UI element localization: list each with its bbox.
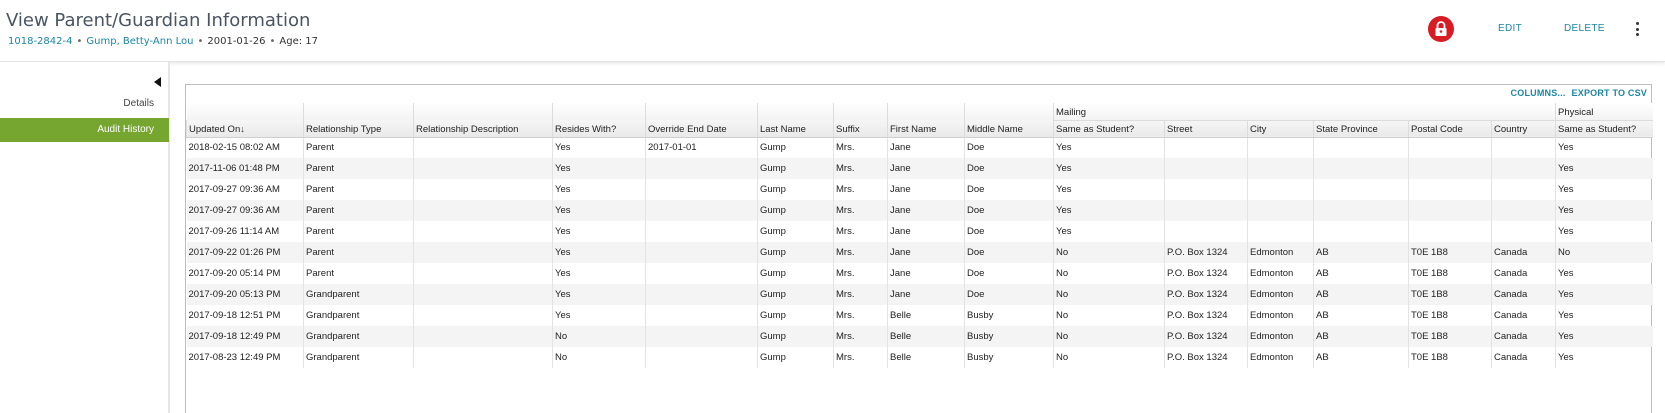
more-options-icon[interactable] xyxy=(1632,20,1642,38)
cell-physical-same-as-student: Yes xyxy=(1556,200,1653,221)
column-header-label: State Province xyxy=(1316,123,1378,135)
cell-country: Canada xyxy=(1492,305,1556,326)
lock-icon xyxy=(1434,21,1448,37)
cell-street xyxy=(1165,179,1248,200)
cell-last-name: Gump xyxy=(758,305,834,326)
cell-resides-with: Yes xyxy=(553,305,646,326)
separator-dot: • xyxy=(197,36,204,47)
table-row[interactable] xyxy=(187,179,1653,200)
cell-middle-name: Busby xyxy=(965,326,1054,347)
cell-relationship-type: Grandparent xyxy=(304,326,414,347)
student-age: Age: 17 xyxy=(279,36,319,47)
cell-city: Edmonton xyxy=(1248,242,1314,263)
cell-resides-with: Yes xyxy=(553,200,646,221)
cell-country xyxy=(1492,179,1556,200)
cell-city xyxy=(1248,221,1314,242)
cell-first-name: Belle xyxy=(888,347,965,368)
cell-relationship-description xyxy=(414,284,553,305)
cell-mailing-same-as-student: Yes xyxy=(1054,200,1165,221)
cell-suffix: Mrs. xyxy=(834,242,888,263)
cell-relationship-description xyxy=(414,179,553,200)
cell-first-name: Jane xyxy=(888,137,965,158)
cell-country xyxy=(1492,200,1556,221)
cell-updated-on: 2017-09-22 01:26 PM xyxy=(187,242,304,263)
cell-street: P.O. Box 1324 xyxy=(1165,263,1248,284)
cell-postal-code: T0E 1B8 xyxy=(1409,305,1492,326)
table-row[interactable] xyxy=(187,326,1653,347)
table-row[interactable] xyxy=(187,200,1653,221)
cell-country: Canada xyxy=(1492,284,1556,305)
cell-postal-code: T0E 1B8 xyxy=(1409,347,1492,368)
table-row[interactable] xyxy=(187,158,1653,179)
cell-override-end-date xyxy=(646,200,758,221)
sidebar-item-audit-history[interactable]: Audit History xyxy=(0,118,169,142)
column-header-label: Street xyxy=(1167,123,1193,135)
cell-state-province xyxy=(1314,221,1409,242)
cell-city: Edmonton xyxy=(1248,284,1314,305)
cell-state-province: AB xyxy=(1314,242,1409,263)
cell-city: Edmonton xyxy=(1248,263,1314,284)
cell-street: P.O. Box 1324 xyxy=(1165,284,1248,305)
cell-resides-with: Yes xyxy=(553,158,646,179)
column-header-label: First Name xyxy=(890,123,937,135)
cell-resides-with: No xyxy=(553,326,646,347)
column-header-suffix[interactable] xyxy=(834,120,888,137)
cell-country: Canada xyxy=(1492,326,1556,347)
cell-suffix: Mrs. xyxy=(834,179,888,200)
student-id-link[interactable]: 1018-2842-4 xyxy=(8,36,73,47)
cell-relationship-type: Grandparent xyxy=(304,347,414,368)
cell-updated-on: 2017-09-18 12:51 PM xyxy=(188,310,281,321)
cell-updated-on: 2017-08-23 12:49 PM xyxy=(188,352,281,363)
cell-last-name: Gump xyxy=(758,179,834,200)
sidebar-item-details[interactable]: Details xyxy=(123,98,154,109)
cell-first-name: Belle xyxy=(888,305,965,326)
cell-mailing-same-as-student: Yes xyxy=(1054,137,1165,158)
cell-mailing-same-as-student: No xyxy=(1054,284,1165,305)
column-header-relationship-description[interactable] xyxy=(414,120,553,137)
cell-relationship-description xyxy=(414,326,553,347)
cell-state-province: AB xyxy=(1314,347,1409,368)
group-header-physical: Physical xyxy=(1556,103,1653,120)
cell-middle-name: Doe xyxy=(965,242,1054,263)
cell-mailing-same-as-student: No xyxy=(1054,326,1165,347)
cell-override-end-date xyxy=(646,326,758,347)
cell-state-province: AB xyxy=(1314,305,1409,326)
cell-relationship-description xyxy=(414,200,553,221)
lock-button[interactable] xyxy=(1428,16,1454,42)
cell-street xyxy=(1165,137,1248,158)
separator-dot: • xyxy=(269,36,276,47)
cell-mailing-same-as-student: Yes xyxy=(1054,221,1165,242)
cell-middle-name: Busby xyxy=(965,305,1054,326)
cell-physical-same-as-student: Yes xyxy=(1556,305,1653,326)
cell-first-name: Belle xyxy=(888,326,965,347)
cell-postal-code xyxy=(1409,221,1492,242)
column-header-relationship-type[interactable] xyxy=(304,120,414,137)
cell-country xyxy=(1492,137,1556,158)
table-body xyxy=(187,137,1653,368)
cell-override-end-date xyxy=(646,221,758,242)
column-header-label: Relationship Type xyxy=(306,123,382,135)
column-header-street[interactable] xyxy=(1165,120,1248,137)
cell-last-name: Gump xyxy=(758,284,834,305)
column-header-physical-same-as-student[interactable] xyxy=(1556,120,1653,137)
cell-override-end-date xyxy=(646,347,758,368)
cell-relationship-description xyxy=(414,305,553,326)
column-header-row xyxy=(187,120,1653,137)
cell-relationship-type: Parent xyxy=(304,242,414,263)
cell-postal-code xyxy=(1409,200,1492,221)
cell-postal-code xyxy=(1409,179,1492,200)
cell-state-province xyxy=(1314,158,1409,179)
cell-suffix: Mrs. xyxy=(834,221,888,242)
cell-updated-on: 2017-09-20 05:14 PM xyxy=(188,268,281,279)
cell-first-name: Jane xyxy=(888,284,965,305)
cell-mailing-same-as-student: No xyxy=(1054,305,1165,326)
cell-physical-same-as-student: Yes xyxy=(1556,284,1653,305)
separator-dot: • xyxy=(76,36,83,47)
cell-city xyxy=(1248,200,1314,221)
cell-state-province xyxy=(1314,137,1409,158)
cell-override-end-date xyxy=(646,305,758,326)
cell-relationship-type: Grandparent xyxy=(304,305,414,326)
cell-state-province xyxy=(1314,179,1409,200)
cell-state-province: AB xyxy=(1314,284,1409,305)
cell-relationship-description xyxy=(414,221,553,242)
cell-override-end-date: 2017-01-01 xyxy=(646,137,758,158)
cell-relationship-description xyxy=(414,158,553,179)
cell-updated-on: 2017-09-27 09:36 AM xyxy=(188,184,280,195)
student-summary xyxy=(8,36,318,47)
table-row[interactable] xyxy=(187,221,1653,242)
cell-street xyxy=(1165,158,1248,179)
column-header-label: Same as Student? xyxy=(1558,123,1637,135)
cell-updated-on: 2018-02-15 08:02 AM xyxy=(188,142,280,154)
cell-last-name: Gump xyxy=(758,242,834,263)
cell-postal-code: T0E 1B8 xyxy=(1409,263,1492,284)
cell-street xyxy=(1165,221,1248,242)
cell-middle-name: Doe xyxy=(965,263,1054,284)
column-header-label: Updated On xyxy=(189,123,241,135)
cell-city xyxy=(1248,158,1314,179)
cell-override-end-date xyxy=(646,284,758,305)
sidebar xyxy=(0,62,170,413)
cell-first-name: Jane xyxy=(888,179,965,200)
cell-mailing-same-as-student: No xyxy=(1054,242,1165,263)
cell-physical-same-as-student: Yes xyxy=(1556,326,1653,347)
cell-last-name: Gump xyxy=(758,347,834,368)
cell-middle-name: Busby xyxy=(965,347,1054,368)
cell-physical-same-as-student: Yes xyxy=(1556,347,1653,368)
cell-resides-with: Yes xyxy=(553,263,646,284)
cell-suffix: Mrs. xyxy=(834,284,888,305)
column-header-country[interactable] xyxy=(1492,120,1556,137)
table-row[interactable] xyxy=(187,242,1653,263)
column-header-postal-code[interactable] xyxy=(1409,120,1492,137)
cell-relationship-type: Grandparent xyxy=(304,284,414,305)
cell-updated-on: 2017-09-26 11:14 AM xyxy=(188,226,280,237)
column-header-override-end-date[interactable] xyxy=(646,120,758,137)
export-csv-button[interactable]: EXPORT TO CSV xyxy=(1571,88,1647,98)
cell-physical-same-as-student: Yes xyxy=(1556,179,1653,200)
cell-override-end-date xyxy=(646,242,758,263)
cell-mailing-same-as-student: No xyxy=(1054,347,1165,368)
cell-override-end-date xyxy=(646,158,758,179)
column-header-resides-with[interactable] xyxy=(553,120,646,137)
page-header xyxy=(0,0,1665,62)
cell-city xyxy=(1248,179,1314,200)
cell-suffix: Mrs. xyxy=(834,305,888,326)
table-row[interactable] xyxy=(187,347,1653,368)
cell-resides-with: No xyxy=(553,347,646,368)
delete-button[interactable]: DELETE xyxy=(1564,23,1605,34)
cell-street xyxy=(1165,200,1248,221)
cell-postal-code xyxy=(1409,137,1492,158)
table-row[interactable] xyxy=(187,305,1653,326)
column-header-last-name[interactable] xyxy=(758,120,834,137)
audit-history-panel xyxy=(185,84,1652,413)
cell-state-province: AB xyxy=(1314,326,1409,347)
cell-override-end-date xyxy=(646,179,758,200)
column-header-label: Relationship Description xyxy=(416,123,519,135)
columns-button[interactable]: COLUMNS... xyxy=(1510,88,1566,98)
cell-suffix: Mrs. xyxy=(834,263,888,284)
group-header-mailing: Mailing xyxy=(1054,103,1556,120)
column-header-first-name[interactable] xyxy=(888,120,965,137)
table-row[interactable] xyxy=(187,137,1653,158)
cell-updated-on: 2017-09-18 12:49 PM xyxy=(187,326,304,347)
collapse-sidebar-icon[interactable] xyxy=(154,77,161,87)
table-row[interactable] xyxy=(187,284,1653,305)
sort-descending-icon: ↓ xyxy=(240,123,245,134)
cell-middle-name: Doe xyxy=(965,137,1054,158)
cell-middle-name: Doe xyxy=(965,200,1054,221)
audit-history-table xyxy=(186,103,1653,368)
column-header-label: Suffix xyxy=(836,123,860,135)
cell-updated-on: 2017-09-20 05:13 PM xyxy=(187,284,304,305)
grid-toolbar xyxy=(1505,88,1647,98)
cell-physical-same-as-student: Yes xyxy=(1556,221,1653,242)
cell-suffix: Mrs. xyxy=(834,137,888,158)
cell-updated-on: 2017-11-06 01:48 PM xyxy=(187,158,304,179)
cell-country: Canada xyxy=(1492,263,1556,284)
column-header-label: Country xyxy=(1494,123,1528,135)
cell-suffix: Mrs. xyxy=(834,347,888,368)
cell-city: Edmonton xyxy=(1248,347,1314,368)
cell-mailing-same-as-student: Yes xyxy=(1054,158,1165,179)
cell-physical-same-as-student: No xyxy=(1556,242,1653,263)
cell-state-province xyxy=(1314,200,1409,221)
cell-last-name: Gump xyxy=(758,158,834,179)
cell-suffix: Mrs. xyxy=(834,326,888,347)
cell-last-name: Gump xyxy=(758,263,834,284)
column-header-label: Resides With? xyxy=(555,123,617,135)
column-header-label: Same as Student? xyxy=(1056,123,1135,135)
cell-country: Canada xyxy=(1492,347,1556,368)
cell-middle-name: Doe xyxy=(965,158,1054,179)
edit-button[interactable]: EDIT xyxy=(1498,23,1522,34)
cell-country: Canada xyxy=(1492,242,1556,263)
cell-last-name: Gump xyxy=(758,326,834,347)
cell-resides-with: Yes xyxy=(553,221,646,242)
cell-relationship-description xyxy=(414,347,553,368)
cell-resides-with: Yes xyxy=(553,137,646,158)
column-header-label: Last Name xyxy=(760,123,806,135)
cell-resides-with: Yes xyxy=(553,284,646,305)
column-header-updated-on[interactable] xyxy=(187,120,304,137)
student-dob: 2001-01-26 xyxy=(207,36,266,47)
cell-suffix: Mrs. xyxy=(834,200,888,221)
cell-mailing-same-as-student: No xyxy=(1054,263,1165,284)
cell-city: Edmonton xyxy=(1248,305,1314,326)
cell-middle-name: Doe xyxy=(965,179,1054,200)
group-header-row xyxy=(187,103,1653,120)
column-header-middle-name[interactable] xyxy=(965,120,1054,137)
page-title: View Parent/Guardian Information xyxy=(6,10,311,31)
cell-last-name: Gump xyxy=(758,200,834,221)
cell-postal-code: T0E 1B8 xyxy=(1409,326,1492,347)
cell-relationship-type: Parent xyxy=(304,179,414,200)
column-header-label: City xyxy=(1250,123,1267,135)
cell-first-name: Jane xyxy=(888,200,965,221)
cell-relationship-type: Parent xyxy=(304,263,414,284)
cell-country xyxy=(1492,158,1556,179)
cell-street: P.O. Box 1324 xyxy=(1165,242,1248,263)
cell-street: P.O. Box 1324 xyxy=(1165,326,1248,347)
column-header-label: Postal Code xyxy=(1411,123,1463,135)
cell-first-name: Jane xyxy=(888,263,965,284)
column-header-label: Middle Name xyxy=(967,123,1023,135)
column-header-mailing-same-as-student[interactable] xyxy=(1054,120,1165,137)
cell-relationship-type: Parent xyxy=(304,137,414,158)
cell-suffix: Mrs. xyxy=(834,158,888,179)
cell-first-name: Jane xyxy=(888,242,965,263)
column-header-label: Override End Date xyxy=(648,123,727,135)
student-name-link[interactable]: Gump, Betty-Ann Lou xyxy=(86,36,194,47)
cell-postal-code: T0E 1B8 xyxy=(1409,242,1492,263)
cell-resides-with: Yes xyxy=(553,242,646,263)
cell-postal-code xyxy=(1409,158,1492,179)
cell-country xyxy=(1492,221,1556,242)
cell-first-name: Jane xyxy=(888,221,965,242)
cell-street: P.O. Box 1324 xyxy=(1165,347,1248,368)
cell-relationship-description xyxy=(414,242,553,263)
cell-mailing-same-as-student: Yes xyxy=(1054,179,1165,200)
cell-relationship-type: Parent xyxy=(304,221,414,242)
cell-physical-same-as-student: Yes xyxy=(1556,137,1653,158)
cell-postal-code: T0E 1B8 xyxy=(1409,284,1492,305)
cell-last-name: Gump xyxy=(758,221,834,242)
cell-physical-same-as-student: Yes xyxy=(1556,263,1653,284)
column-header-state-province[interactable] xyxy=(1314,120,1409,137)
cell-middle-name: Doe xyxy=(965,284,1054,305)
cell-last-name: Gump xyxy=(758,137,834,158)
cell-relationship-type: Parent xyxy=(304,158,414,179)
cell-state-province: AB xyxy=(1314,263,1409,284)
cell-relationship-type: Parent xyxy=(304,200,414,221)
cell-city: Edmonton xyxy=(1248,326,1314,347)
cell-updated-on: 2017-09-27 09:36 AM xyxy=(187,200,304,221)
cell-middle-name: Doe xyxy=(965,221,1054,242)
cell-resides-with: Yes xyxy=(553,179,646,200)
cell-override-end-date xyxy=(646,263,758,284)
column-header-city[interactable] xyxy=(1248,120,1314,137)
cell-relationship-description xyxy=(414,263,553,284)
cell-first-name: Jane xyxy=(888,158,965,179)
cell-physical-same-as-student: Yes xyxy=(1556,158,1653,179)
cell-city xyxy=(1248,137,1314,158)
table-row[interactable] xyxy=(187,263,1653,284)
cell-street: P.O. Box 1324 xyxy=(1165,305,1248,326)
cell-relationship-description xyxy=(414,137,553,158)
